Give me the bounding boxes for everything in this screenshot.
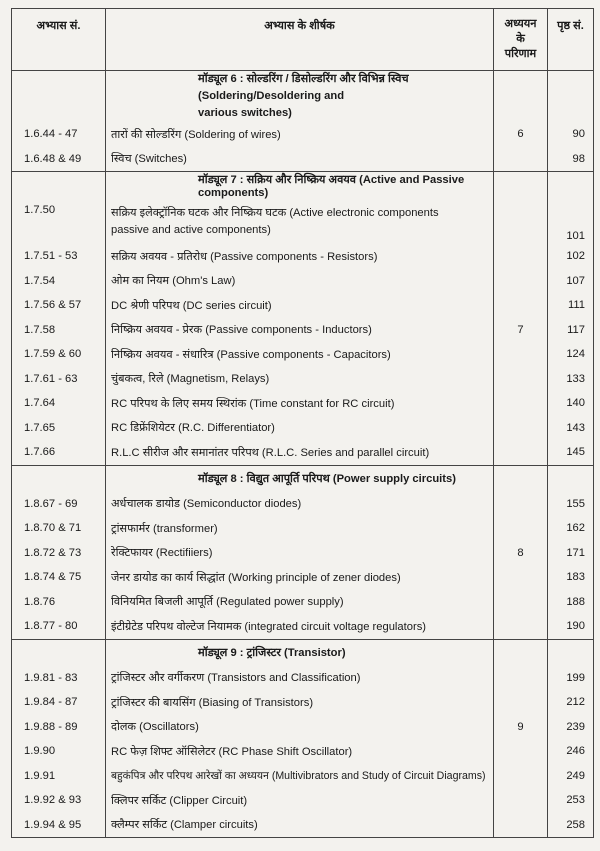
exercise-code: 1.9.94 & 95 — [12, 813, 106, 838]
exercise-title-line2: passive and active components) — [111, 223, 271, 236]
table-row — [12, 318, 594, 343]
page-number: 188 — [548, 590, 594, 615]
table-row — [12, 541, 594, 566]
exercise-code: 1.9.81 - 83 — [12, 666, 106, 691]
exercise-code: 1.7.64 — [12, 391, 106, 416]
exercise-title: RC फेज़ शिफ्ट ऑसिलेटर (RC Phase Shift Oscillator) — [106, 739, 494, 764]
module-title: मॉड्यूल 7 : सक्रिय और निष्क्रिय अवयव (Active and Passive components) — [106, 172, 494, 200]
table-row — [12, 516, 594, 541]
table-row — [12, 269, 594, 294]
table-row — [12, 440, 594, 465]
exercise-title: सक्रिय अवयव - प्रतिरोध (Passive components - Resistors) — [106, 244, 494, 269]
exercise-code: 1.7.51 - 53 — [12, 244, 106, 269]
exercise-title: दोलक (Oscillators) — [106, 715, 494, 740]
exercise-title: निष्क्रिय अवयव - संधारित्र (Passive components - Capacitors) — [106, 342, 494, 367]
page-number: 124 — [548, 342, 594, 367]
module-9-section — [12, 639, 594, 838]
exercise-code: 1.9.91 — [12, 764, 106, 789]
learning-outcome: 8 — [494, 541, 548, 566]
table-row — [12, 199, 594, 244]
page-number: 117 — [548, 318, 594, 343]
page-number: 253 — [548, 788, 594, 813]
exercise-code: 1.6.48 & 49 — [12, 147, 106, 172]
page-number: 90 — [548, 122, 594, 147]
page-number: 145 — [548, 440, 594, 465]
exercise-title: बहुकंपित्र और परिपथ आरेखों का अध्ययन (Multivibrators and Study of Circuit Diagrams) — [106, 764, 494, 789]
contents-table — [11, 8, 594, 838]
learning-outcome: 7 — [494, 318, 548, 343]
exercise-code: 1.7.54 — [12, 269, 106, 294]
page-number: 143 — [548, 416, 594, 441]
exercise-title: तारों की सोल्डरिंग (Soldering of wires) — [106, 122, 494, 147]
table-header — [12, 9, 594, 71]
exercise-title-line1: सक्रिय इलेक्ट्रॉनिक घटक और निष्क्रिय घटक (Active electronic components — [111, 206, 439, 219]
exercise-title: RC परिपथ के लिए समय स्थिरांक (Time constant for RC circuit) — [106, 391, 494, 416]
table-row — [12, 715, 594, 740]
table-row — [12, 367, 594, 392]
table-row — [12, 416, 594, 441]
table-row — [12, 666, 594, 691]
page-number: 155 — [548, 492, 594, 517]
page-number: 171 — [548, 541, 594, 566]
table-row — [12, 739, 594, 764]
exercise-title: स्विच (Switches) — [106, 147, 494, 172]
exercise-title: R.L.C सीरीज और समानांतर परिपथ (R.L.C. Series and parallel circuit) — [106, 440, 494, 465]
exercise-code: 1.9.90 — [12, 739, 106, 764]
exercise-code: 1.9.92 & 93 — [12, 788, 106, 813]
header-learning-outcome — [494, 9, 548, 71]
table-row — [12, 244, 594, 269]
exercise-title: RC डिफ्रेंशियेटर (R.C. Differentiator) — [106, 416, 494, 441]
module-title-line1: मॉड्यूल 6 : सोल्डरिंग / डिसोल्डरिंग और विभिन्न स्विच (Soldering/Desoldering and — [198, 73, 409, 102]
exercise-code: 1.8.77 - 80 — [12, 614, 106, 639]
header-page-no: पृष्ठ सं. — [548, 9, 594, 71]
page-number: 183 — [548, 565, 594, 590]
table-row — [12, 342, 594, 367]
exercise-code: 1.7.59 & 60 — [12, 342, 106, 367]
exercise-title: जेनर डायोड का कार्य सिद्धांत (Working principle of zener diodes) — [106, 565, 494, 590]
exercise-code: 1.7.56 & 57 — [12, 293, 106, 318]
exercise-title: ट्रांसफार्मर (transformer) — [106, 516, 494, 541]
header-outcome-line1: अध्ययन के — [504, 18, 537, 45]
exercise-title: निष्क्रिय अवयव - प्रेरक (Passive components - Inductors) — [106, 318, 494, 343]
module-6-section — [12, 71, 594, 172]
page-number: 249 — [548, 764, 594, 789]
exercise-code: 1.7.61 - 63 — [12, 367, 106, 392]
exercise-title: क्लैम्पर सर्किट (Clamper circuits) — [106, 813, 494, 838]
exercise-title: चुंबकत्व, रिले (Magnetism, Relays) — [106, 367, 494, 392]
page-number: 111 — [548, 293, 594, 318]
header-exercise-title: अभ्यास के शीर्षक — [106, 9, 494, 71]
module-7-section — [12, 172, 594, 466]
learning-outcome: 6 — [494, 122, 548, 147]
exercise-code: 1.7.58 — [12, 318, 106, 343]
page-number: 102 — [548, 244, 594, 269]
table-row — [12, 122, 594, 147]
module-title: मॉड्यूल 9 : ट्रांजिस्टर (Transistor) — [106, 639, 494, 666]
exercise-code: 1.9.88 - 89 — [12, 715, 106, 740]
page-number: 107 — [548, 269, 594, 294]
table-row — [12, 690, 594, 715]
exercise-title: क्लिपर सर्किट (Clipper Circuit) — [106, 788, 494, 813]
page-number: 199 — [548, 666, 594, 691]
page-number: 162 — [548, 516, 594, 541]
exercise-code: 1.8.70 & 71 — [12, 516, 106, 541]
exercise-title: विनियमित बिजली आपूर्ति (Regulated power supply) — [106, 590, 494, 615]
module-8-section — [12, 465, 594, 639]
page-number: 98 — [548, 147, 594, 172]
table-row — [12, 614, 594, 639]
exercise-code: 1.8.72 & 73 — [12, 541, 106, 566]
table-row — [12, 813, 594, 838]
exercise-title: DC श्रेणी परिपथ (DC series circuit) — [106, 293, 494, 318]
page-number: 246 — [548, 739, 594, 764]
table-row — [12, 590, 594, 615]
learning-outcome: 9 — [494, 715, 548, 740]
exercise-code: 1.8.74 & 75 — [12, 565, 106, 590]
exercise-code: 1.7.66 — [12, 440, 106, 465]
page-number: 258 — [548, 813, 594, 838]
exercise-title: इंटीग्रेटेड परिपथ वोल्टेज नियामक (integrated circuit voltage regulators) — [106, 614, 494, 639]
exercise-code: 1.9.84 - 87 — [12, 690, 106, 715]
exercise-title: रेक्टिफायर (Rectifiiers) — [106, 541, 494, 566]
table-row — [12, 293, 594, 318]
header-exercise-no: अभ्यास सं. — [12, 9, 106, 71]
exercise-title: ट्रांजिस्टर और वर्गीकरण (Transistors and Classification) — [106, 666, 494, 691]
page-number: 190 — [548, 614, 594, 639]
table-row — [12, 764, 594, 789]
table-row — [12, 565, 594, 590]
table-row — [12, 391, 594, 416]
page-number: 212 — [548, 690, 594, 715]
table-row — [12, 492, 594, 517]
exercise-code: 1.6.44 - 47 — [12, 122, 106, 147]
module-title: मॉड्यूल 8 : विद्युत आपूर्ति परिपथ (Power supply circuits) — [106, 465, 494, 492]
page-number: 140 — [548, 391, 594, 416]
exercise-code: 1.7.50 — [12, 199, 106, 244]
exercise-title: ट्रांजिस्टर की बायसिंग (Biasing of Transistors) — [106, 690, 494, 715]
page-number: 101 — [548, 199, 594, 244]
module-title — [106, 71, 494, 123]
exercise-title — [106, 199, 494, 244]
exercise-code: 1.8.67 - 69 — [12, 492, 106, 517]
module-title-line2: various switches) — [198, 107, 292, 119]
exercise-title: ओम का नियम (Ohm's Law) — [106, 269, 494, 294]
exercise-code: 1.7.65 — [12, 416, 106, 441]
header-outcome-line2: परिणाम — [504, 48, 537, 60]
exercise-title: अर्धचालक डायोड (Semiconductor diodes) — [106, 492, 494, 517]
page-number: 133 — [548, 367, 594, 392]
page-number: 239 — [548, 715, 594, 740]
table-row — [12, 788, 594, 813]
table-row — [12, 147, 594, 172]
exercise-code: 1.8.76 — [12, 590, 106, 615]
